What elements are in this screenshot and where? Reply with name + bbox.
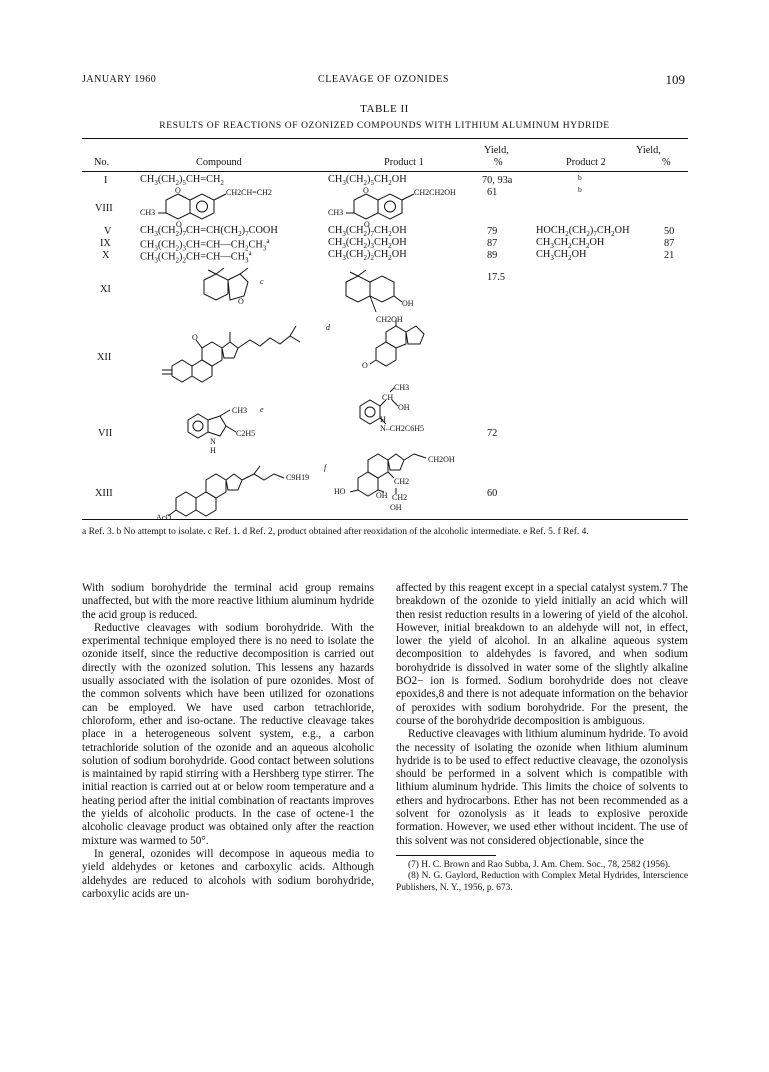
yield2-value: 21 — [664, 250, 675, 261]
reference-note: d — [326, 323, 330, 332]
methylene-label: CH2 — [394, 477, 410, 486]
row-number: I — [104, 175, 108, 186]
page-number: 109 — [665, 72, 685, 87]
body-left-column — [82, 582, 374, 901]
row-number: XI — [100, 284, 111, 295]
acetoxy-label: AcO — [156, 513, 172, 522]
yield2-value: 87 — [664, 238, 675, 249]
yield1-value: 61 — [487, 187, 498, 198]
table-header-rule — [82, 171, 688, 172]
header-title: CLEAVAGE OF OZONIDES — [317, 74, 450, 85]
running-header — [82, 74, 685, 90]
table-footnote: a Ref. 3. b No attempt to isolate. c Ref. 1. d Ref. 2, product obtained after reoxidation of the alcoholic intermediate. e Ref. 5. f Ref. 4. — [82, 527, 589, 537]
yield1-value: 87 — [487, 238, 498, 249]
ketone-oxygen: O — [362, 361, 368, 370]
reference-note: c — [260, 277, 264, 286]
yield1-value: 17.5 — [487, 272, 506, 283]
structure-vii-compound — [180, 404, 290, 456]
row-number: VII — [98, 428, 113, 439]
paragraph: Reductive cleavages with sodium borohydride. With the experimental technique employed there is no need to isolate the ozonide itself, since the reductive decomposition is carried out directly with the ozonized solution. This lessens any hazards usually associated with the isolation of pure ozonides. Most of the common solvents which have been utilized for ozonations can be employed. We have used carbon tetrachloride, chloroform, ether and iso-octane. The reductive cleavage takes place in a heterogeneous solvent system, e.g., a carbon tetrachloride solution of the ozonide and an aqueous alcoholic solution of sodium borohydride. Good contact between solutions is maintained by rapid stirring with a Hershberg type stirrer. The initial reaction is carried out at or below room temperature and a heating period after the initial combination of reactants improves the yields of alcoholic products. In the case of octene-1 the alcoholic cleavage product was obtained only after the reaction mixture was warmed to 50°. — [82, 621, 374, 847]
yield2-value: 50 — [664, 226, 675, 237]
structure-xii-product — [364, 326, 444, 372]
yield1-value: 89 — [487, 250, 498, 261]
structure-xi-product — [336, 268, 426, 324]
product2-note: b — [578, 185, 582, 194]
ether-oxygen: O — [238, 297, 244, 306]
yield1-value: 60 — [487, 488, 498, 499]
ketone-oxygen: O — [192, 333, 198, 342]
ethyl-label: C2H5 — [236, 429, 256, 438]
structure-xi-compound — [190, 266, 280, 316]
col-product1: Product 1 — [384, 157, 424, 168]
hydroxyl-label: OH — [376, 491, 388, 500]
yield1-value: 79 — [487, 226, 498, 237]
paragraph: Reductive cleavages with lithium aluminum hydride. To avoid the necessity of isolating the ozonide when lithium aluminum hydride is to be used to effect reductive cleavage, the ozonolysis should be performed in a solvent which is compatible with lithium aluminum hydride. This limits the choice of solvents to ethers and hydrocarbons. Ether has not been recommended as a solvent for ozonolysis as it leads to explosive peroxide formation. However, we used ether without incident. The use of this solvent was not considered objectionable, since the — [396, 728, 688, 847]
product2-formula: $CH_3CH_2OH$ — [536, 249, 587, 263]
compound-formula: $CH_3(CH_2)_7CH=CH(CH_2)_7COOH$ — [140, 225, 278, 239]
row-number: V — [104, 226, 112, 237]
hydroxymethyl-label: CH2OH — [428, 455, 455, 464]
row-number: VIII — [95, 203, 113, 214]
footnote-divider — [396, 855, 496, 856]
methyl-label: CH3 — [232, 406, 248, 415]
hydroxyethyl-label: CH2CH2OH — [414, 188, 456, 197]
hydroxyl-label: OH — [402, 299, 414, 308]
compound-formula: $CH_3(CH_2)_3CH=CH—CH_2CH_3^a$ — [140, 237, 270, 253]
hydroxyl-label: HO — [334, 487, 346, 496]
structure-viii-product — [328, 186, 468, 229]
alkyl-chain-label: C9H19 — [286, 473, 310, 482]
hydroxyl-label: OH — [390, 503, 402, 512]
col-no: No. — [94, 157, 110, 168]
paragraph: In general, ozonides will decompose in aqueous media to yield aldehydes or ketones and carboxylic acids. Although aldehydes are reduced to alcohols with sodium borohydride, carboxylic acids are un- — [82, 847, 374, 900]
reference: (8) N. G. Gaylord, Reduction with Complex Metal Hydrides, Interscience Publishers, N. Y., 1956, p. 673. — [396, 871, 688, 893]
header-date: JANUARY 1960 — [82, 74, 157, 85]
ring-oxygen: O — [175, 186, 181, 195]
table-title: TABLE II — [360, 103, 409, 115]
yield1-value: 72 — [487, 428, 498, 439]
reference: (7) H. C. Brown and Rao Subba, J. Am. Chem. Soc., 78, 2582 (1956). — [408, 859, 671, 870]
product1-formula: $CH_3(CH_2)_5CH_2OH$ — [328, 174, 407, 188]
ring-oxygen: O — [363, 186, 369, 195]
body-right-column — [396, 582, 688, 894]
table-bottom-rule — [82, 519, 688, 520]
allyl-label: CH2CH=CH2 — [226, 188, 272, 197]
structure-xii-compound — [160, 318, 330, 384]
product1-formula: $CH_3(CH_2)_3CH_2OH$ — [328, 237, 407, 251]
product2-note: b — [578, 173, 582, 182]
compound-formula: $CH_3(CH_2)_2CH=CH—CH_3^a$ — [140, 249, 252, 265]
product1-formula: $CH_3(CH_2)_2CH_2OH$ — [328, 249, 407, 263]
paragraph: With sodium borohydride the terminal acid group remains unaffected, but with the more reactive lithium aluminum hydride the acid group is reduced. — [82, 582, 374, 621]
structure-viii-compound — [140, 186, 280, 229]
indole-nitrogen: N — [210, 437, 216, 446]
methylene-label: CH2 — [392, 493, 408, 502]
row-number: XIII — [95, 488, 113, 499]
compound-formula: $CH_3(CH_2)_5CH=CH_2$ — [140, 174, 224, 188]
product1-formula: $CH_3(CH_2)_7CH_2OH$ — [328, 225, 407, 239]
structure-xiii-compound — [156, 458, 336, 520]
methyl-label: CH3 — [328, 208, 344, 217]
col-yield2-line1: Yield, — [636, 145, 661, 156]
col-product2: Product 2 — [566, 157, 606, 168]
methyl-label: CH3 — [140, 208, 156, 217]
methyl-label: CH3 — [394, 383, 410, 392]
reference-note: e — [260, 405, 264, 414]
indole-hydrogen: H — [210, 446, 216, 455]
structure-xiii-product — [336, 448, 486, 516]
reference-note: f — [324, 463, 327, 472]
row-number: X — [102, 250, 110, 261]
row-number: XII — [97, 352, 112, 363]
ring-oxygen: O — [176, 220, 182, 229]
hydroxyl-label: OH — [398, 403, 410, 412]
paragraph: affected by this reagent except in a special catalyst system.7 The breakdown of the ozonide to yield initially an acid which will then resist reduction results in a lowering of yield of the alcohol. However, initial breakdown to an aldehyde will not, in effect, lower the yield of alcohol. In an alkaline aqueous system decomposition to aldehydes is favored, and when sodium borohydride is dissolved in water some of the slightly alkaline BO2− ion is formed. Sodium borohydride does not cleave epoxides,8 and there is not adequate information on the behavior of peroxides with sodium borohydride. For the present, the course of the borohydride decomposition is ambiguous. — [396, 582, 688, 727]
benzylamine-label: N–CH2C6H5 — [380, 424, 425, 433]
product2-formula: $HOCH_2(CH_2)_7CH_2OH$ — [536, 225, 630, 239]
structure-vii-product — [356, 384, 466, 446]
ch-label: CH — [382, 393, 394, 402]
product2-formula: $CH_3CH_2CH_2OH$ — [536, 237, 605, 251]
col-compound: Compound — [196, 157, 242, 168]
amine-hydrogen: H — [380, 415, 386, 424]
yield1-value: 70, 93a — [482, 175, 513, 186]
col-yield2-line2: % — [662, 157, 671, 168]
col-yield1-line1: Yield, — [484, 145, 509, 156]
table-subtitle: RESULTS OF REACTIONS OF OZONIZED COMPOUNDS WITH LITHIUM ALUMINUM HYDRIDE — [159, 121, 610, 131]
table-top-rule — [82, 138, 688, 139]
hydroxymethyl-label: CH2OH — [376, 315, 403, 324]
col-yield1-line2: % — [494, 157, 503, 168]
row-number: IX — [100, 238, 111, 249]
ring-oxygen: O — [364, 220, 370, 229]
